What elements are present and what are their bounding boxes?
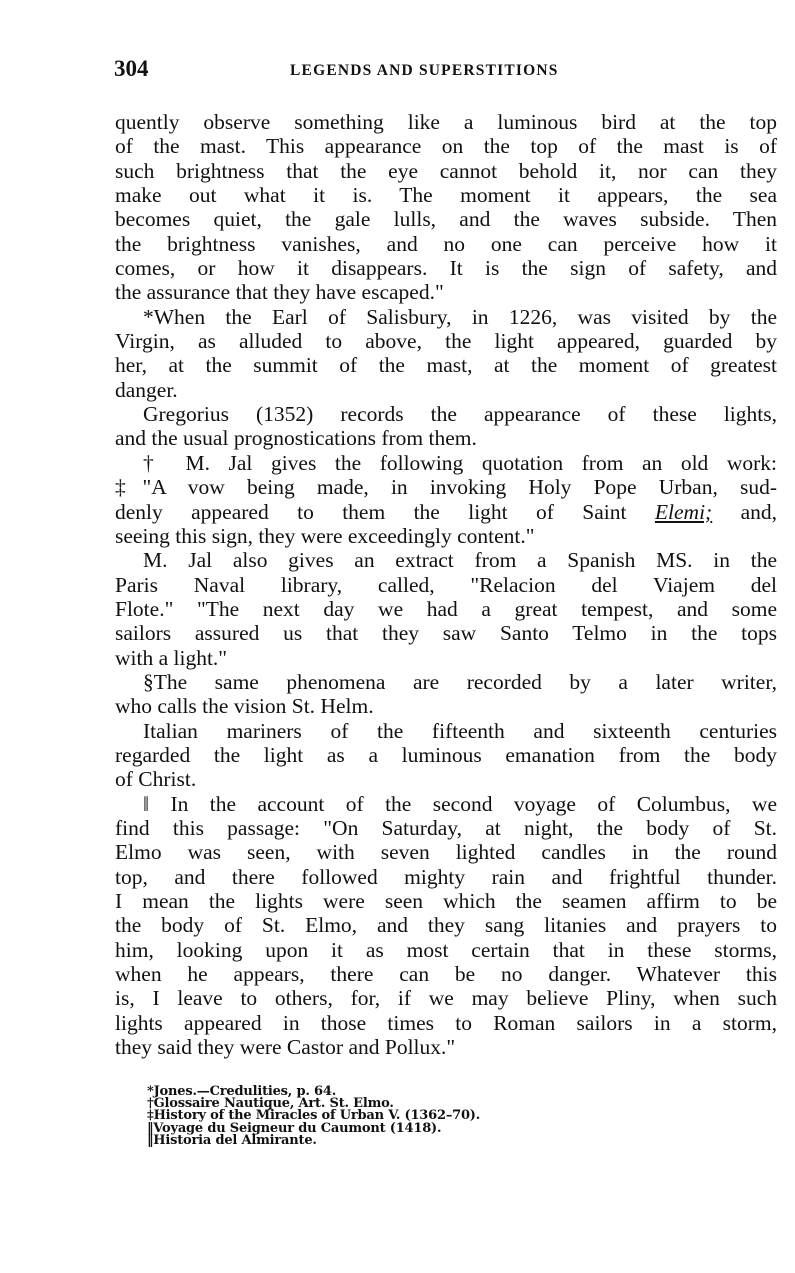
text-line: make out what it is. The moment it appears, the sea bbox=[115, 183, 777, 208]
paragraph bbox=[115, 110, 777, 305]
footnotes bbox=[147, 1086, 480, 1147]
text-line: the assurance that they have escaped." bbox=[115, 280, 444, 305]
text-line: Virgin, as alluded to above, the light appeared, guarded by bbox=[115, 329, 777, 354]
paragraph bbox=[115, 451, 777, 548]
text-line: who calls the vision St. Helm. bbox=[115, 694, 374, 719]
paragraph bbox=[115, 305, 777, 402]
running-title: LEGENDS AND SUPERSTITIONS bbox=[290, 62, 559, 79]
text-line: seeing this sign, they were exceedingly content." bbox=[115, 523, 535, 548]
text-line: and the usual prognostications from them. bbox=[115, 426, 477, 451]
text-line: when he appears, there can be no danger. Whatever this bbox=[115, 962, 777, 987]
text-line: §The same phenomena are recorded by a later writer, bbox=[143, 669, 777, 694]
text-line: danger. bbox=[115, 377, 178, 402]
footnote: ‡History of the Miracles of Urban V. (1362–70). bbox=[147, 1108, 481, 1124]
paragraph bbox=[115, 719, 777, 792]
text-line: quently observe something like a luminous bird at the top bbox=[115, 110, 777, 134]
text-line: becomes quiet, the gale lulls, and the waves subside. Then bbox=[115, 207, 777, 232]
italic-name: Elemi; bbox=[654, 499, 713, 524]
text-line: Gregorius (1352) records the appearance of these lights, bbox=[143, 402, 777, 427]
text-line: they said they were Castor and Pollux." bbox=[115, 1035, 456, 1060]
text-line: find this passage: "On Saturday, at night, the body of St. bbox=[115, 815, 777, 840]
paragraph bbox=[115, 548, 777, 670]
text-line: I mean the lights were seen which the seamen affirm to be bbox=[115, 889, 777, 913]
text-line: lights appeared in those times to Roman sailors in a storm, bbox=[115, 1010, 777, 1035]
page-number: 304 bbox=[114, 56, 149, 81]
text-line: ‡"A vow being made, in invoking Holy Pope Urban, sud- bbox=[115, 475, 777, 500]
paragraph bbox=[115, 792, 777, 1060]
text-line: sailors assured us that they saw Santo Telmo in the tops bbox=[115, 621, 777, 646]
footnote: *Jones.—Credulities, p. 64. bbox=[147, 1084, 337, 1099]
text-line: † M. Jal gives the following quotation from an old work: bbox=[143, 450, 777, 475]
paragraph bbox=[115, 402, 777, 451]
text-span: and, bbox=[712, 499, 777, 524]
text-line: with a light." bbox=[115, 645, 228, 670]
text-line: Elmo was seen, with seven lighted candles in the round bbox=[115, 840, 777, 865]
paragraph bbox=[115, 670, 777, 719]
text-line: *When the Earl of Salisbury, in 1226, was visited by the bbox=[143, 304, 777, 329]
text-line: her, at the summit of the mast, at the moment of greatest bbox=[115, 353, 777, 378]
text-span: denly appeared to them the light of Saint bbox=[115, 499, 655, 524]
text-line: regarded the light as a luminous emanation from the body bbox=[115, 742, 777, 767]
text-line: top, and there followed mighty rain and frightful thunder. bbox=[115, 864, 777, 889]
body-text bbox=[115, 110, 777, 1059]
text-line: the brightness vanishes, and no one can perceive how it bbox=[115, 231, 777, 256]
text-line: of Christ. bbox=[115, 767, 197, 792]
text-line: the body of St. Elmo, and they sang litanies and prayers to bbox=[115, 913, 777, 938]
text-line: M. Jal also gives an extract from a Spanish MS. in the bbox=[143, 548, 777, 573]
footnote: ‖Historia del Almirante. bbox=[147, 1132, 317, 1148]
footnote: †Glossaire Nautique, Art. St. Elmo. bbox=[147, 1096, 394, 1112]
text-line: him, looking upon it as most certain that in these storms, bbox=[115, 937, 777, 962]
text-line: of the mast. This appearance on the top of the mast is of bbox=[115, 134, 777, 159]
text-line bbox=[115, 500, 777, 524]
text-line: Flote." "The next day we had a great tempest, and some bbox=[115, 596, 777, 621]
footnote: ‖Voyage du Seigneur du Caumont (1418). bbox=[147, 1120, 442, 1136]
text-line: Paris Naval library, called, "Relacion del Viajem del bbox=[115, 572, 777, 597]
text-line: comes, or how it disappears. It is the sign of safety, and bbox=[115, 256, 777, 281]
text-line: such brightness that the eye cannot behold it, nor can they bbox=[115, 158, 777, 183]
text-line: Italian mariners of the fifteenth and sixteenth centuries bbox=[143, 718, 777, 743]
text-line: is, I leave to others, for, if we may believe Pliny, when such bbox=[115, 986, 777, 1011]
text-line: ‖ In the account of the second voyage of Columbus, we bbox=[143, 791, 777, 816]
